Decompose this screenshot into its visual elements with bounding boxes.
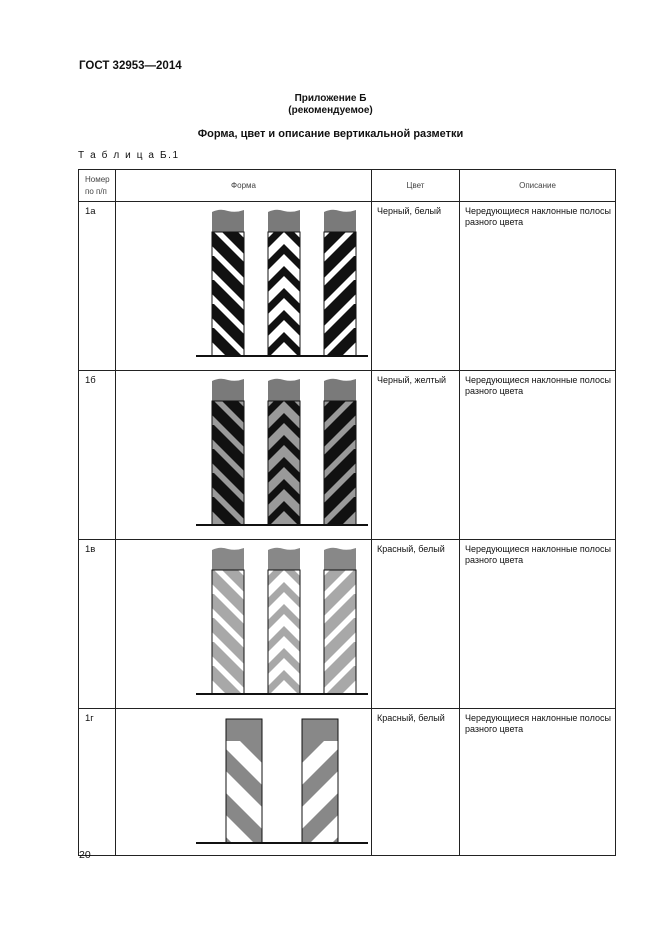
annex-title: Приложение Б (294, 93, 367, 104)
table-label: Т а б л и ц а Б.1 (78, 150, 180, 161)
table-row (79, 709, 616, 856)
form-drawing-1v (116, 540, 372, 704)
form-drawing-1g (116, 709, 372, 851)
form-cell (116, 709, 372, 856)
form-cell (116, 540, 372, 709)
row-color: Черный, желтый (372, 371, 460, 540)
row-description: Чередующиеся наклонные полосы разного цвета (460, 202, 616, 371)
post-cap (324, 210, 356, 232)
post-right-wide (302, 709, 338, 851)
post-cap (212, 210, 244, 232)
row-color: Красный, белый (372, 540, 460, 709)
row-number: 1а (79, 202, 116, 371)
post-middle (268, 548, 300, 696)
row-description: Чередующиеся наклонные полосы разного цвета (460, 371, 616, 540)
post-right (312, 546, 370, 704)
col-header-number (79, 170, 116, 202)
post-left (198, 377, 256, 535)
row-color: Красный, белый (372, 709, 460, 856)
table-row (79, 202, 616, 371)
form-drawing-1a (116, 202, 372, 366)
row-description: Чередующиеся наклонные полосы разного цвета (460, 709, 616, 856)
standard-code: ГОСТ 32953—2014 (79, 60, 182, 72)
col-header-description: Описание (460, 170, 616, 202)
post-cap (268, 210, 300, 232)
col-header-number-line2: по п/п (85, 186, 107, 196)
row-number: 1г (79, 709, 116, 856)
section-title: Форма, цвет и описание вертикальной разметки (197, 128, 464, 140)
annex-status: (рекомендуемое) (288, 105, 373, 116)
post-cap (324, 548, 356, 570)
post-left (198, 208, 256, 366)
form-drawing-1b (116, 371, 372, 535)
row-number: 1б (79, 371, 116, 540)
form-cell (116, 371, 372, 540)
post-cap (268, 548, 300, 570)
post-cap (324, 379, 356, 401)
page-number: 20 (79, 849, 91, 861)
post-right (312, 377, 370, 535)
col-header-number-line1: Номер (85, 174, 110, 184)
marking-table (78, 169, 616, 856)
post-cap (212, 379, 244, 401)
row-color: Черный, белый (372, 202, 460, 371)
table-row (79, 371, 616, 540)
col-header-color: Цвет (372, 170, 460, 202)
post-left-wide (226, 709, 262, 851)
post-middle (268, 210, 300, 358)
col-header-form: Форма (116, 170, 372, 202)
post-cap (268, 379, 300, 401)
table-row (79, 540, 616, 709)
post-left (198, 546, 256, 704)
row-number: 1в (79, 540, 116, 709)
table-header-row (79, 170, 616, 202)
form-cell (116, 202, 372, 371)
post-cap (212, 548, 244, 570)
row-description: Чередующиеся наклонные полосы разного цвета (460, 540, 616, 709)
post-middle (268, 379, 300, 527)
post-right (312, 208, 370, 366)
